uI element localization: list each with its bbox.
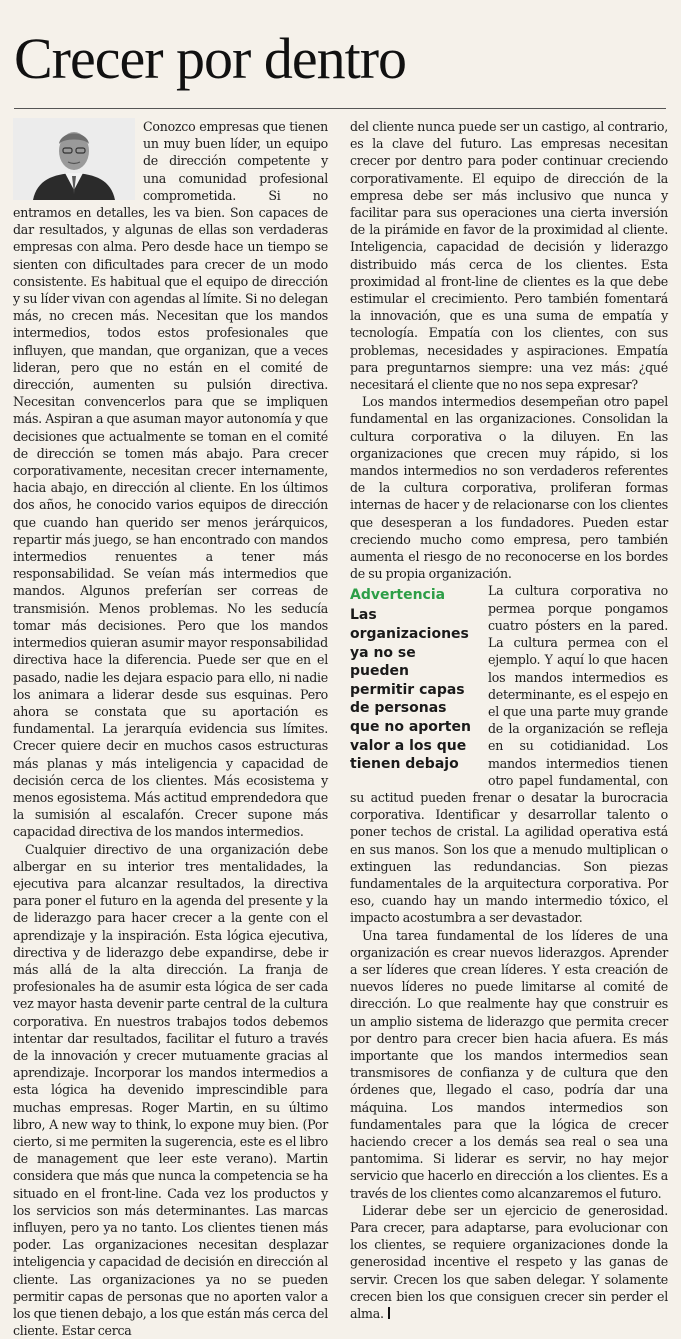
author-portrait [13, 118, 135, 200]
body-paragraph: del cliente nunca puede ser un castigo, al contrario, es la clave del futuro. Las empresas necesitan crecer por dentro para poder continuar creciendo corporativamente. El equipo de dirección de la empresa debe ser más inclusivo que nunca y facilitar para sus operaciones una cierta inversión de la pirámide en favor de la proximidad al cliente. Inteligencia, capacidad de decisión y liderazgo distribuido más cerca de los clientes. Esta proximidad al front-line de clientes es la que debe estimular el crecimiento. Pero también fomentará la innovación, que es una suma de empatía y tecnología. Empatía con los clientes, con sus problemas, necesidades y aspiraciones. Empatía para preguntarnos siempre: una vez más: ¿qué necesitará el cliente que no nos sepa expresar? [350, 119, 668, 393]
column-right [350, 118, 668, 1322]
body-paragraph: Una tarea fundamental de los líderes de una organización es crear nuevos liderazgos. Aprender a ser líderes que crean líderes. Y esta creación de nuevos líderes no puede limitarse al comité de dirección. Lo que realmente hay que construir es un amplio sistema de liderazgo que permita crecer por dentro para crecer bien hacia afuera. Es más importante que los mandos intermedios sean transmisores de confianza y de cultura que den órdenes que, llegado el caso, podría dar una máquina. Los mandos intermedios son fundamentales para que la lógica de crecer haciendo crecer a los demás sea real o sea una pantomima. Si liderar es servir, no hay mejor servicio que hacerlo en dirección a los clientes. Es a través de los clientes como alcanzaremos el futuro. [350, 927, 668, 1201]
final-text: Liderar debe ser un ejercicio de generosidad. Para crecer, para adaptarse, para evolucionar con los clientes, se requiere organizaciones donde la generosidad incentive el respeto y las ganas de servir. Crecen los que saben delegar. Y solamente crecen bien los que consiguen crecer sin perder el alma. [350, 1202, 668, 1322]
body-paragraph-last [350, 1202, 668, 1322]
body-paragraph: La cultura corporativa no permea porque pongamos cuatro pósters en la pared. La cultura permea con el ejemplo. Y aquí lo que hacen los mandos intermedios es determinante, es el espejo en el que una parte muy grande de la organización se refleja en su cotidianidad. Los mandos intermedios tienen otro papel fundamental, con su actitud pueden frenar o desatar la burocracia corporativa. Identificar y desarrollar talento o poner techos de cristal. La agilidad operativa está en sus manos. Son los que a menudo multiplican o extinguen las redundancias. Son piezas fundamentales de la arquitectura corporativa. Por eso, cuando hay un mando intermedio tóxico, el impacto acostumbra a ser devastador. [350, 583, 668, 926]
headline: Crecer por dentro [14, 26, 407, 91]
pull-quote-text: Las organizaciones ya no se pueden permitir capas de personas que no aporten valor a los que tienen debajo [350, 607, 471, 773]
author-photo-icon [13, 118, 135, 200]
body-paragraph: Cualquier directivo de una organización debe albergar en su interior tres mentalidades, la ejecutiva para alcanzar resultados, la directiva para poner el futuro en la agenda del presente y la de liderazgo para hacer crecer a la gente con el aprendizaje y la inspiración. Esta lógica ejecutiva, directiva y de liderazgo debe expandirse, debe ir más allá de la alta dirección. La franja de profesionales ha de asumir esta lógica de ser cada vez mayor hasta devenir parte central de la cultura corporativa. En nuestros trabajos todos debemos intentar dar resultados, facilitar el futuro a través de la innovación y crecer mutuamente gracias al aprendizaje. Incorporar los mandos intermedios a esta lógica ha devenido imprescindible para muchas empresas. Roger Martin, en su último libro, A new way to think, lo expone muy bien. (Por cierto, si me permiten la sugerencia, este es el libro de management que leer este verano). Martin considera que más que nunca la competencia se ha situado en el front-line. Cada vez los productos y los servicios son más determinantes. Las marcas influyen, pero ya no tanto. Los clientes tienen más poder. Las organizaciones necesitan desplazar inteligencia y capacidad de decisión en dirección al cliente. Las organizaciones ya no se pueden permitir capas de personas que no aporten valor a los que tienen debajo, a los que están más cerca del cliente. Estar cerca [13, 841, 328, 1339]
pull-quote [350, 586, 478, 773]
pull-quote-tag: Advertencia [350, 587, 446, 604]
end-mark-icon [388, 1307, 390, 1319]
body-paragraph: Los mandos intermedios desempeñan otro papel fundamental en las organizaciones. Consolidan la cultura corporativa o la diluyen. En las organizaciones que crecen muy rápido, si los mandos intermedios no son verdaderos referentes de la cultura corporativa, proliferan formas internas de hacer y de relacionarse con los clientes que desesperan a los fundadores. Pueden estar creciendo mucho como empresa, pero también aumenta el riesgo de no reconocerse en los bordes de su propia organización. [350, 394, 668, 582]
headline-rule [14, 108, 666, 109]
body-paragraph: Conozco empresas que tienen un muy buen líder, un equipo de dirección competente y una comunidad profesional comprometida. Si no entramos en detalles, les va bien. Son capaces de dar resultados, y algunas de ellas son verdaderas empresas con alma. Pero desde hace un tiempo se sienten con dificultades para crecer de un modo consistente. Es habitual que el equipo de dirección y su líder vivan con agendas al límite. Si no delegan más, no crecen más. Necesitan que los mandos intermedios, todos estos profesionales que influyen, que mandan, que organizan, que a veces lideran, pero que no están en el comité de dirección, aumenten su pulsión directiva. Necesitan convencerlos para que se impliquen más. Aspiran a que asuman mayor autonomía y que decisiones que actualmente se toman en el comité de dirección se tomen más abajo. Para crecer corporativamente, necesitan crecer internamente, hacia abajo, en dirección al cliente. En los últimos dos años, he conocido varios equipos de dirección que cuando han querido ser menos jerárquicos, repartir más juego, se han encontrado con mandos intermedios renuentes a tener más responsabilidad. Se veían más intermedios que mandos. Algunos preferían ser correas de transmisión. Menos problemas. No les seducía tomar más decisiones. Pero que los mandos intermedios quieran asumir mayor responsabilidad directiva hace la diferencia. Puede ser que en el pasado, nadie les dejara espacio para ello, ni nadie los animara a liderar desde sus esquinas. Pero ahora se constata que su aportación es fundamental. La jerarquía evidencia sus límites. Crecer quiere decir en muchos casos estructuras más planas y más inteligencia y capacidad de decisión cerca de los clientes. Más ecosistema y menos egosistema. Más actitud emprendedora que la sumisión al escalafón. Crecer supone más capacidad directiva de los mandos intermedios. [13, 119, 328, 840]
column-left [13, 118, 328, 1339]
